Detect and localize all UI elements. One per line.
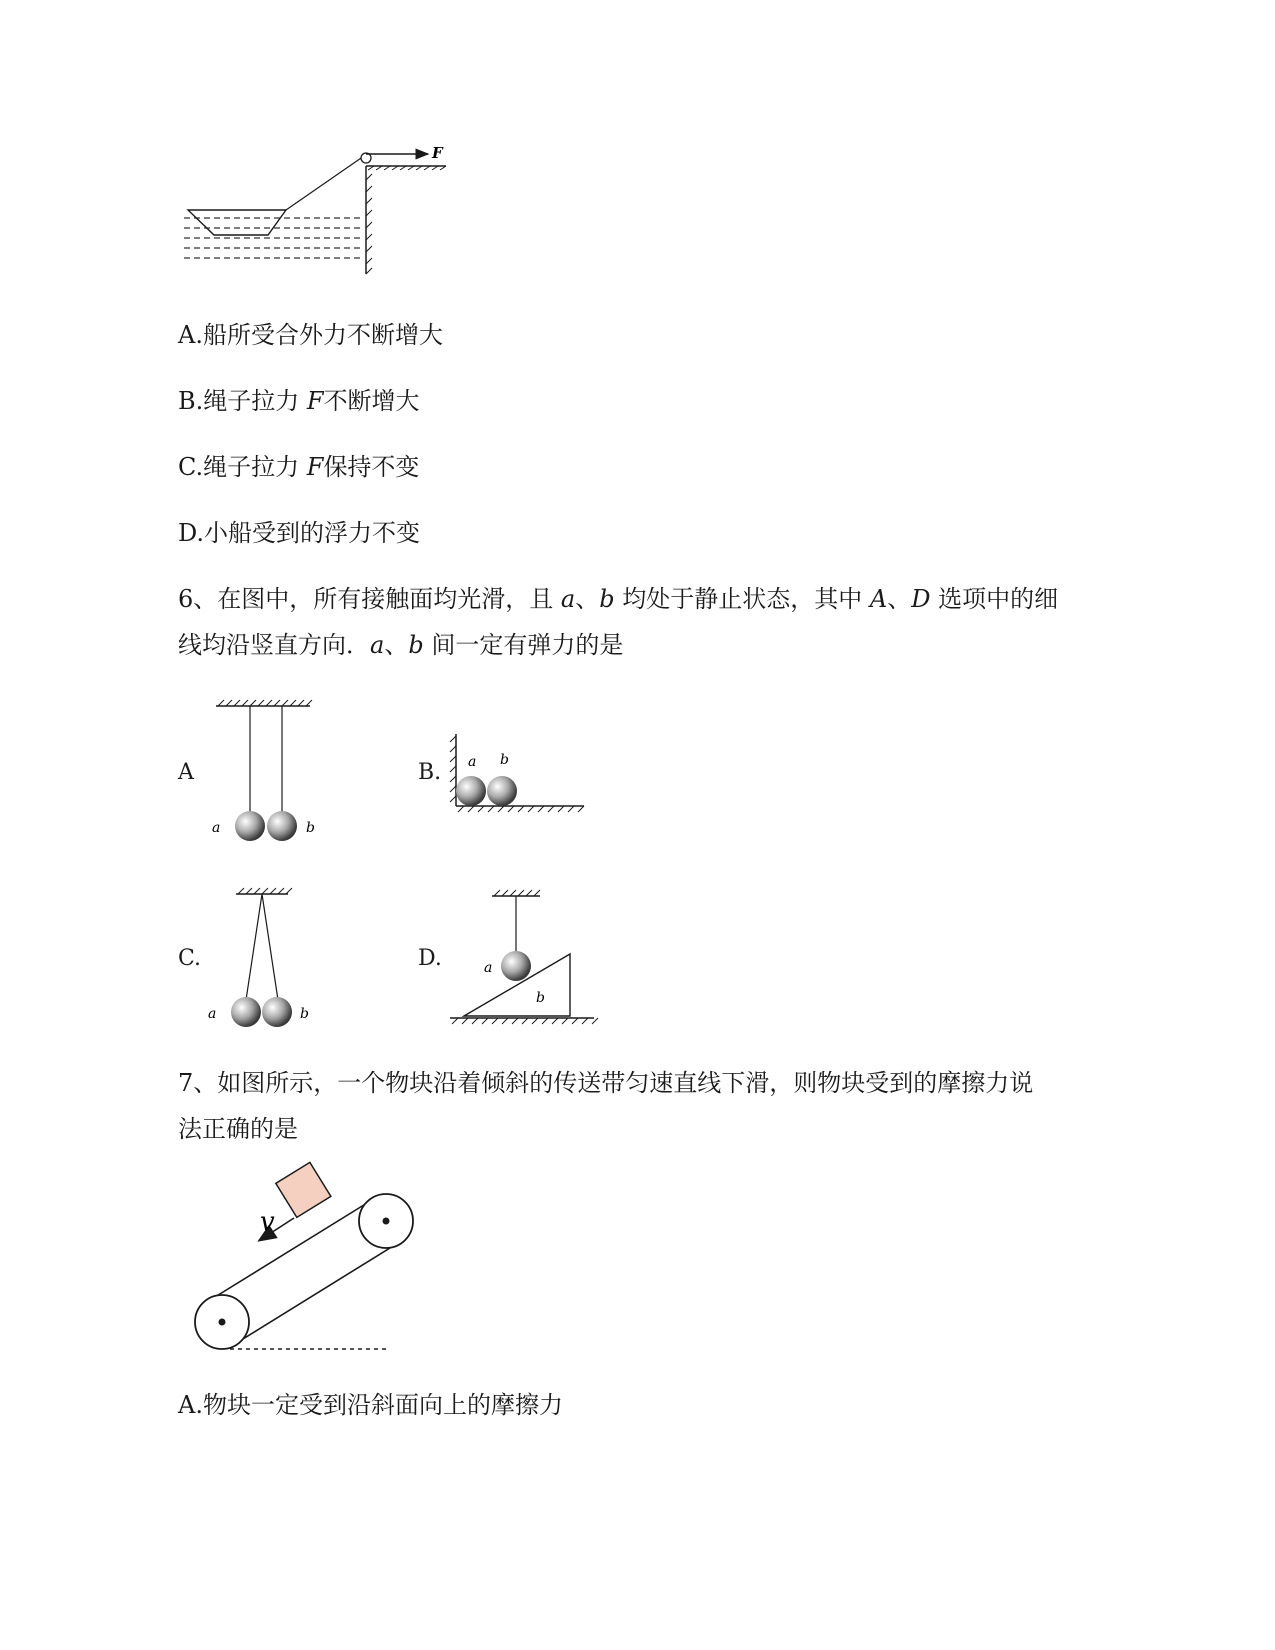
roller-upper-axle — [383, 1218, 390, 1225]
option-text: 物块一定受到沿斜面向上的摩擦力 — [202, 1391, 563, 1419]
option-letter: A. — [178, 321, 203, 349]
ball-a-label: a — [208, 1006, 217, 1022]
option-letter: C. — [178, 453, 204, 481]
q6-text: 线均沿竖直方向． — [178, 631, 370, 659]
ceiling-hatching — [218, 700, 312, 706]
q6-text: 间一定有弹力的是 — [423, 631, 624, 659]
q7-option-a — [178, 1390, 563, 1420]
option-text: 小船受到的浮力不变 — [204, 519, 421, 547]
option-text-post: 保持不变 — [323, 453, 420, 481]
option-text-pre: 绳子拉力 — [203, 453, 307, 481]
q6-stem-line2 — [178, 630, 623, 660]
q6-option-c-label: C. — [178, 946, 202, 971]
q6-diagram-d — [444, 886, 604, 1036]
belt-bottom — [230, 1243, 398, 1347]
block — [276, 1162, 331, 1217]
option-text-pre: 绳子拉力 — [203, 387, 307, 415]
wedge-b-label: b — [536, 990, 545, 1006]
separator: 、 — [575, 585, 600, 613]
ceiling-hatching — [238, 888, 292, 894]
water-surface-lines — [184, 218, 364, 258]
ball-b — [487, 776, 517, 806]
thread-a — [246, 894, 262, 1000]
boat — [188, 210, 286, 235]
q6-option-d-label: D. — [418, 946, 442, 971]
floor-hatching — [452, 1018, 598, 1024]
option-letter: D. — [178, 519, 205, 547]
ball-a — [231, 997, 261, 1027]
q5-option-d — [178, 518, 420, 548]
ball-b — [262, 997, 292, 1027]
q6-diagram-a — [200, 698, 340, 848]
roller-lower-axle — [219, 1319, 226, 1326]
var-a: a — [560, 585, 576, 613]
ball-b-label: b — [500, 752, 509, 768]
q6-text: 6、在图中，所有接触面均光滑，且 — [178, 585, 561, 613]
rope — [286, 156, 364, 210]
ball-a — [456, 776, 486, 806]
q5-option-b — [178, 386, 420, 416]
option-text-post: 不断增大 — [323, 387, 420, 415]
ball-b-label: b — [306, 820, 315, 836]
var-D: D — [911, 585, 931, 613]
q5-option-a — [178, 320, 443, 350]
option-variable: F — [306, 387, 324, 415]
q6-text: 均处于静止状态，其中 — [614, 585, 870, 613]
q6-diagram-c — [200, 886, 320, 1036]
velocity-label: v — [260, 1207, 275, 1237]
wall-hatching — [366, 166, 446, 274]
separator: 、 — [384, 631, 409, 659]
q6-stem-line1 — [178, 584, 1058, 614]
var-b: b — [599, 585, 615, 613]
q7-stem-line2: 法正确的是 — [178, 1115, 298, 1143]
var-A: A — [869, 585, 888, 613]
ball-a — [501, 951, 531, 981]
thread-b — [262, 894, 278, 1000]
ball-a-label: a — [468, 754, 477, 770]
option-letter: B. — [178, 387, 204, 415]
q5-option-c — [178, 452, 419, 482]
q6-text: 选项中的细 — [930, 585, 1059, 613]
option-text: 船所受合外力不断增大 — [202, 321, 443, 349]
q6-diagram-b — [446, 728, 596, 818]
var-b: b — [408, 631, 424, 659]
var-a: a — [370, 631, 385, 659]
conveyor-belt-figure — [190, 1180, 430, 1355]
force-label: F — [432, 144, 443, 162]
ball-b-label: b — [300, 1006, 309, 1022]
ball-a-label: a — [212, 820, 221, 836]
separator: 、 — [887, 585, 912, 613]
q6-option-b-label: B. — [418, 760, 442, 785]
boat-pulley-figure — [178, 140, 458, 280]
ball-b — [267, 811, 297, 841]
q6-option-a-label: A — [178, 760, 194, 785]
ball-a — [235, 811, 265, 841]
option-letter: A. — [178, 1391, 203, 1419]
ball-a-label: a — [484, 960, 493, 976]
q7-stem-line1: 7、如图所示，一个物块沿着倾斜的传送带匀速直线下滑，则物块受到的摩擦力说 — [178, 1069, 1034, 1097]
option-variable: F — [306, 453, 324, 481]
ceiling-hatching — [494, 890, 540, 896]
